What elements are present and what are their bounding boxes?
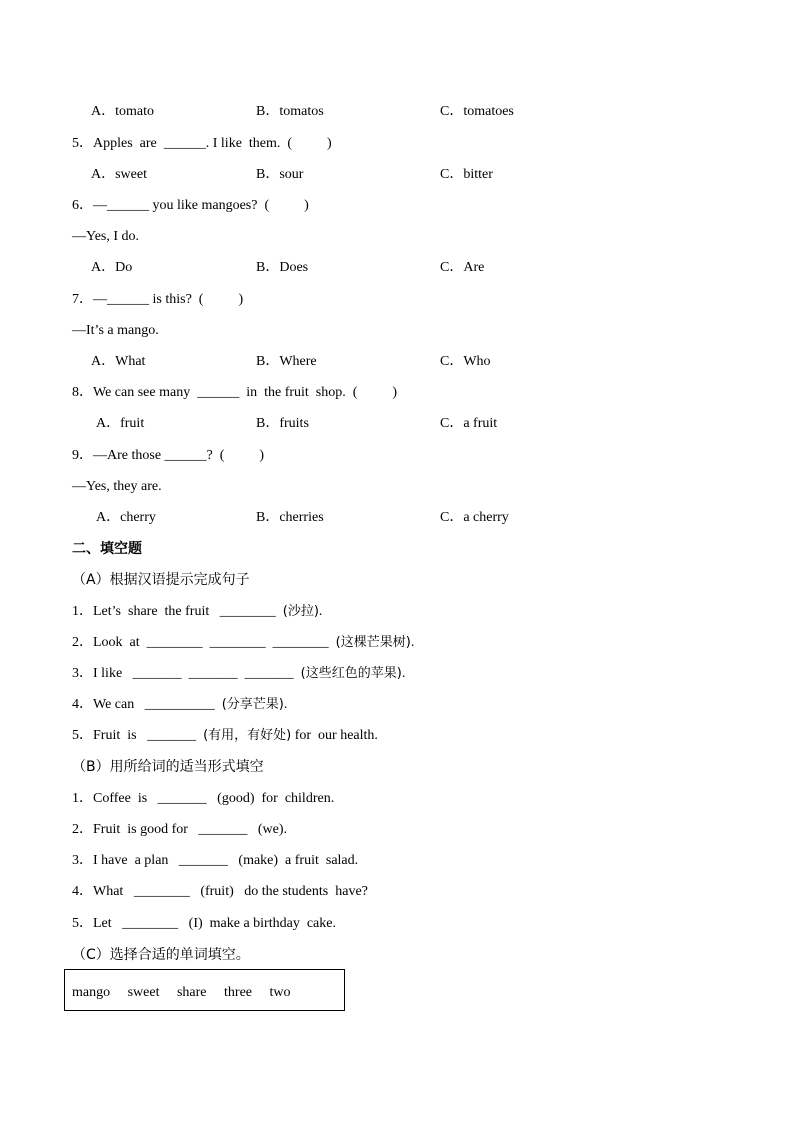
part-a-title: （A）根据汉语提示完成句子 (72, 572, 250, 588)
part-a-item-5-en: 5．Fruit is _______ (72, 728, 204, 743)
section-heading: 二、填空题 (72, 541, 142, 557)
q9-option-b: B．cherries (256, 510, 324, 525)
q8-stem: 8．We can see many ______ in the fruit shop. ( ) (72, 385, 398, 400)
part-a-item-4-hint: (分享芒果) (221, 697, 284, 712)
word-bank-words: mango sweet share three two (72, 985, 291, 1000)
part-a-item-4-en: 4．We can __________ (72, 697, 222, 712)
q6-stem: 6．—______ you like mangoes? ( ) (72, 198, 309, 213)
part-a-item-2 (72, 634, 414, 652)
part-a-item-2-hint: (这棵芒果树) (335, 635, 411, 650)
part-a-item-3-en: 3．I like _______ _______ _______ (72, 666, 301, 681)
part-a-item-3 (72, 665, 405, 683)
q4-option-a: A．tomato (91, 104, 154, 119)
part-a-item-1-en: 1．Let’s share the fruit ________ (72, 604, 283, 619)
q6-option-a: A．Do (91, 260, 133, 275)
part-a-item-1-hint: (沙拉) (282, 604, 319, 619)
q7-option-c: C．Who (440, 354, 491, 369)
q9-option-a: A．cherry (96, 510, 156, 525)
part-b-item-2: 2．Fruit is good for _______ (we). (72, 822, 288, 837)
q9-answer: —Yes, they are. (72, 479, 162, 494)
q6-answer: —Yes, I do. (72, 229, 140, 244)
q5-option-c: C．bitter (440, 167, 493, 182)
part-a-item-4-tail: . (283, 697, 288, 712)
word-bank-box (64, 969, 345, 1011)
q7-option-a: A．What (91, 354, 146, 369)
q8-option-a: A．fruit (96, 416, 145, 431)
q9-stem: 9．—Are those ______? ( ) (72, 448, 265, 463)
part-a-item-1-tail: . (318, 604, 323, 619)
part-a-item-1 (72, 603, 322, 621)
part-b-item-5: 5．Let ________ (I) make a birthday cake. (72, 916, 336, 931)
q8-option-c: C．a fruit (440, 416, 498, 431)
q5-stem: 5．Apples are ______. I like them. ( ) (72, 136, 332, 151)
part-b-item-4: 4．What ________ (fruit) do the students have? (72, 884, 368, 899)
q4-option-c: C．tomatoes (440, 104, 514, 119)
q7-answer: —It’s a mango. (72, 323, 159, 338)
part-a-item-2-en: 2．Look at ________ ________ ________ (72, 635, 336, 650)
part-a-item-3-hint: (这些红色的苹果) (300, 666, 402, 681)
part-b-title: （B）用所给词的适当形式填空 (72, 759, 264, 775)
q5-option-a: A．sweet (91, 167, 147, 182)
part-a-item-2-tail: . (410, 635, 415, 650)
part-a-item-3-tail: . (401, 666, 406, 681)
part-a-item-5 (72, 727, 378, 745)
part-b-item-1: 1．Coffee is _______ (good) for children. (72, 791, 335, 806)
part-a-item-5-hint: (有用，有好处) (203, 728, 292, 743)
q6-option-c: C．Are (440, 260, 485, 275)
part-a-item-5-tail: for our health. (291, 728, 378, 743)
q5-option-b: B．sour (256, 167, 304, 182)
q7-option-b: B．Where (256, 354, 317, 369)
q7-stem: 7．—______ is this? ( ) (72, 292, 244, 307)
q8-option-b: B．fruits (256, 416, 309, 431)
part-a-item-4 (72, 696, 287, 714)
q6-option-b: B．Does (256, 260, 309, 275)
q4-option-b: B．tomatos (256, 104, 324, 119)
q9-option-c: C．a cherry (440, 510, 509, 525)
part-c-title: （C）选择合适的单词填空。 (72, 947, 250, 963)
part-b-item-3: 3．I have a plan _______ (make) a fruit salad. (72, 853, 359, 868)
